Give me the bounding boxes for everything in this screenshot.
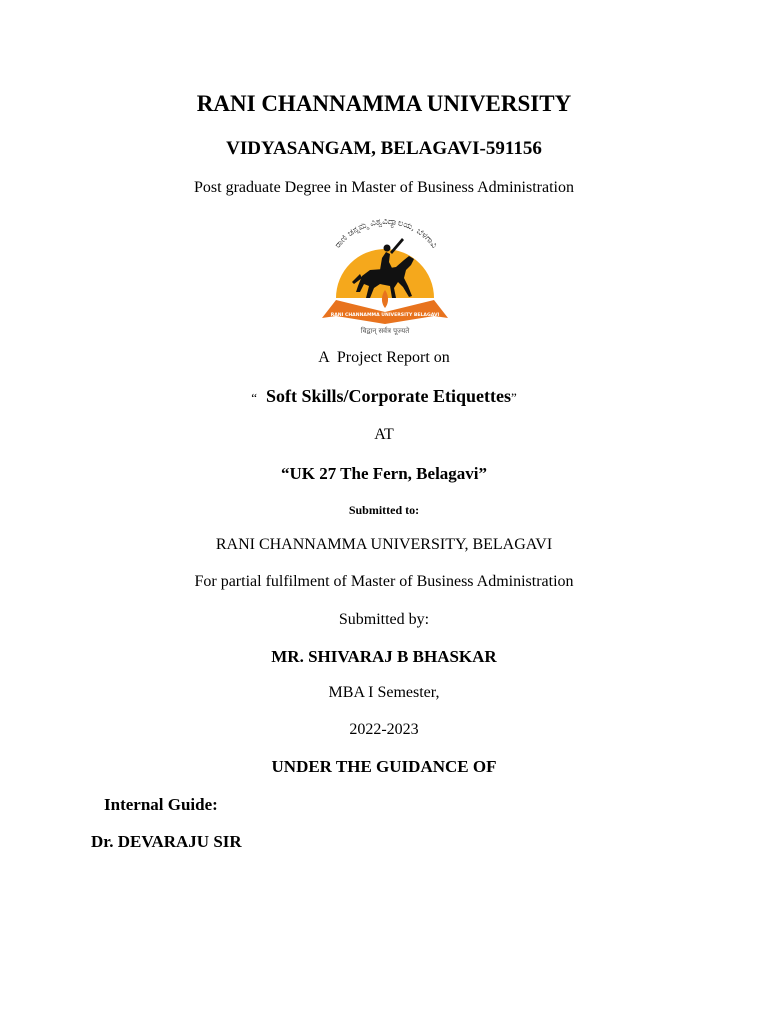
submitted-by-label: Submitted by: (338, 611, 430, 628)
academic-year: 2022-2023 (349, 721, 419, 738)
logo-motto: विद्वान् सर्वत्र पूज्यते (360, 327, 410, 335)
logo-banner-text: RANI CHANNAMMA UNIVERSITY BELAGAVI (330, 313, 440, 318)
purpose-line: For partial fulfilment of Master of Business Administration (194, 573, 574, 590)
report-intro: A Project Report on (318, 349, 450, 366)
internal-guide-label: Internal Guide: (104, 795, 218, 814)
logo-arc-text: ರಾಣಿ ಚನ್ನಮ್ಮ ವಿಶ್ವವಿದ್ಯಾಲಯ, ಬೆಳಗಾವಿ (333, 216, 439, 251)
student-name: MR. SHIVARAJ B BHASKAR (271, 647, 497, 666)
project-title-text: Soft Skills/Corporate Etiquettes (266, 386, 511, 406)
university-name: RANI CHANNAMMA UNIVERSITY (196, 91, 572, 116)
guide-name: Dr. DEVARAJU SIR (91, 832, 242, 851)
degree-line: Post graduate Degree in Master of Business Administration (194, 179, 574, 196)
submitted-to-university: RANI CHANNAMMA UNIVERSITY, BELAGAVI (215, 536, 553, 553)
project-title (0, 386, 768, 407)
at-label: AT (374, 426, 394, 443)
university-address: VIDYASANGAM, BELAGAVI-591156 (226, 138, 542, 159)
submitted-to-label: Submitted to: (348, 503, 420, 517)
semester-line: MBA I Semester, (328, 684, 440, 701)
company-name: “UK 27 The Fern, Belagavi” (280, 464, 488, 483)
guidance-heading: UNDER THE GUIDANCE OF (271, 757, 497, 776)
university-logo (314, 212, 456, 336)
close-quote: ” (511, 390, 517, 405)
open-quote: “ (251, 390, 257, 405)
